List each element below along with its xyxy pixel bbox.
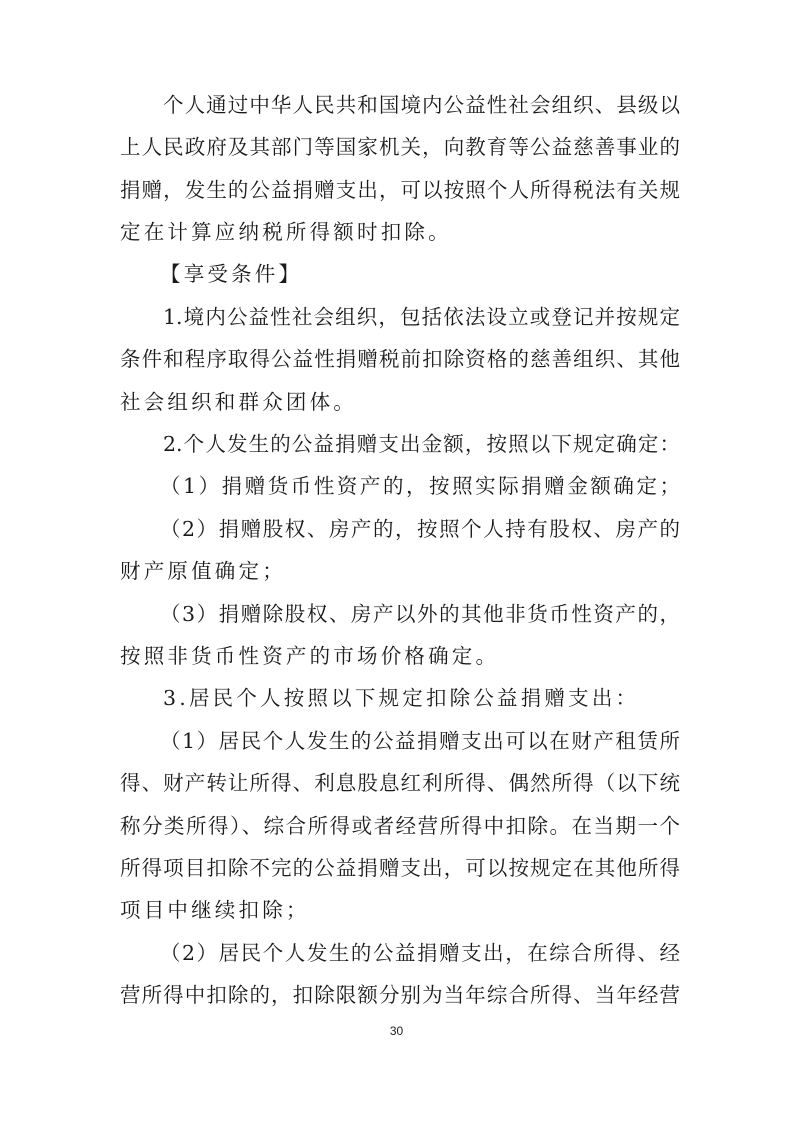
paragraph-line: 所得项目扣除不完的公益捐赠支出，可以按规定在其他所得 <box>120 856 680 880</box>
paragraph-line: （1）居民个人发生的公益捐赠支出可以在财产租赁所 <box>160 729 680 753</box>
paragraph-line: 得、财产转让所得、利息股息红利所得、偶然所得（以下统 <box>120 771 680 795</box>
paragraph-line: （2）居民个人发生的公益捐赠支出，在综合所得、经 <box>160 941 680 965</box>
paragraph-line: （3）捐赠除股权、房产以外的其他非货币性资产的， <box>160 602 680 626</box>
paragraph-line: 个人通过中华人民共和国境内公益性社会组织、县级以 <box>163 93 680 117</box>
paragraph-line: （1）捐赠货币性资产的，按照实际捐赠金额确定； <box>160 474 680 498</box>
paragraph-line: 按照非货币性资产的市场价格确定。 <box>120 644 500 668</box>
paragraph-line: 条件和程序取得公益性捐赠税前扣除资格的慈善组织、其他 <box>120 347 680 371</box>
paragraph-line: 称分类所得）、综合所得或者经营所得中扣除。在当期一个 <box>120 814 680 838</box>
paragraph-line: 2.个人发生的公益捐赠支出金额，按照以下规定确定： <box>163 432 680 456</box>
section-heading: 【享受条件】 <box>160 262 303 286</box>
paragraph-line: 营所得中扣除的，扣除限额分别为当年综合所得、当年经营 <box>120 983 680 1007</box>
paragraph-line: 1.境内公益性社会组织，包括依法设立或登记并按规定 <box>163 305 680 329</box>
paragraph-line: 社会组织和群众团体。 <box>120 390 357 414</box>
page-number: 30 <box>389 1024 404 1038</box>
paragraph-line: 定在计算应纳税所得额时扣除。 <box>120 220 452 244</box>
paragraph-line: 上人民政府及其部门等国家机关，向教育等公益慈善事业的 <box>120 135 680 159</box>
paragraph-line: 项目中继续扣除； <box>120 898 310 922</box>
paragraph-line: 3.居民个人按照以下规定扣除公益捐赠支出： <box>163 686 640 710</box>
paragraph-line: （2）捐赠股权、房产的，按照个人持有股权、房产的 <box>160 517 680 541</box>
paragraph-line: 财产原值确定； <box>120 559 286 583</box>
paragraph-line: 捐赠，发生的公益捐赠支出，可以按照个人所得税法有关规 <box>120 178 680 202</box>
